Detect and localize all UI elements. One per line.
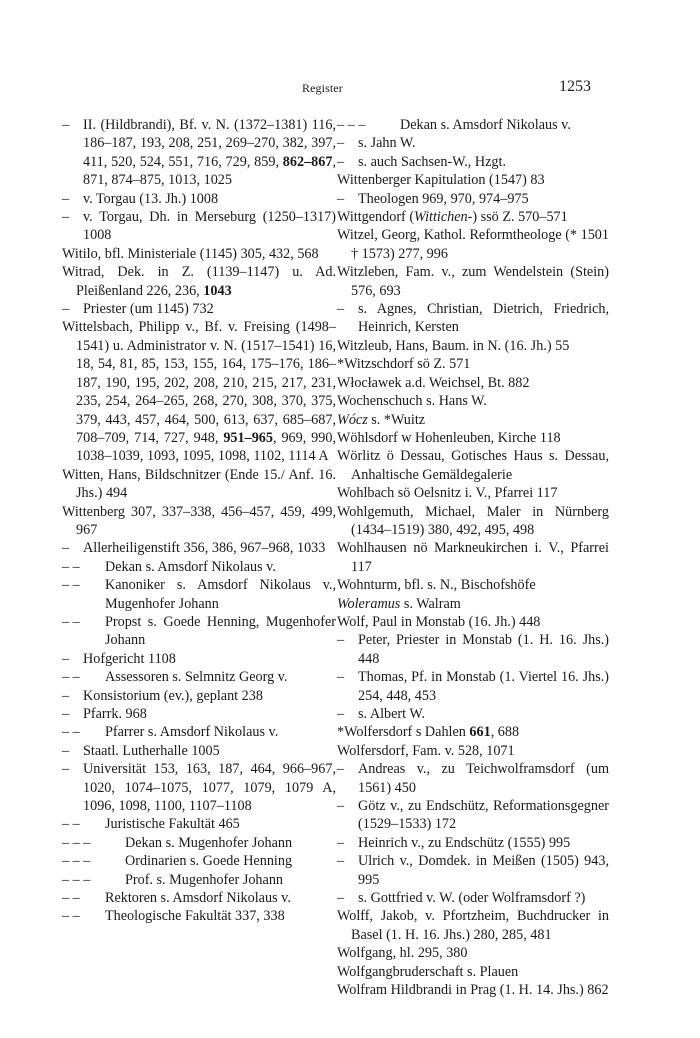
index-subentry [337,760,609,797]
subentry-dash-marker: – [337,761,345,778]
subentry-dash-marker: – – [62,558,80,575]
entry-text: s. Gottfried v. W. (oder Wolframsdorf ?) [358,890,586,907]
entry-text: Witzel, Georg, Kathol. Reformtheologe (* 1501 † 1573) 277, 996 [337,227,609,262]
index-entry [337,208,609,226]
entry-text: ) ssö Z. 570–571 [472,209,568,226]
entry-text: Witzleub, Hans, Baum. in N. (16. Jh.) 55 [337,337,570,354]
index-subentry [62,687,336,705]
subentry-dash-marker: – [62,650,70,667]
subentry-dash-marker: – – – [62,834,91,851]
entry-text: Wolfersdorf, Fam. v. 528, 1071 [337,742,515,759]
entry-text: Witten, Hans, Bildschnitzer (Ende 15./ Anf. 16. Jhs.) 494 [62,466,336,502]
italic-term: Wócz [337,411,368,428]
subentry-dash-marker: – [62,742,70,759]
entry-text: s. Walram [400,595,461,612]
entry-text: Heinrich v., zu Endschütz (1555) 995 [358,834,571,851]
index-subentry [62,558,336,576]
index-entry [337,263,609,300]
entry-text: Priester (um 1145) 732 [83,301,214,318]
subentry-dash-marker: – – – [62,853,91,870]
index-subentry [337,852,609,889]
index-entry [337,411,609,429]
subentry-dash-marker: – [337,798,345,815]
entry-text: s. auch Sachsen-W., Hzgt. [358,153,507,170]
index-entry [337,539,609,576]
subentry-dash-marker: – [62,301,70,318]
entry-text: v. Torgau, Dh. in Merseburg (1250–1317) 1008 [83,209,336,244]
index-subentry [337,153,609,171]
entry-text: Kanoniker s. Amsdorf Nikolaus v., Mugenhofer Johann [105,577,336,612]
entry-text: Staatl. Lutherhalle 1005 [83,742,220,759]
entry-text: Witilo, bfl. Ministeriale (1145) 305, 432, 568 [62,245,319,262]
subentry-dash-marker: – [337,669,345,686]
entry-text: Wohlbach sö Oelsnitz i. V., Pfarrei 117 [337,485,558,502]
subentry-dash-marker: – [337,853,345,870]
entry-text: Ordinarien s. Goede Henning [125,853,293,870]
entry-text: Pfarrer s. Amsdorf Nikolaus v. [105,724,279,741]
entry-text: *Witzschdorf sö Z. 571 [337,356,471,373]
index-subentry [337,190,609,208]
entry-text: Dekan s. Amsdorf Nikolaus v. [400,117,571,133]
index-entry [337,171,609,189]
bold-page-reference: 862–867 [282,153,333,170]
index-entry [337,907,609,944]
entry-text: Wöhlsdorf w Hohenleuben, Kirche 118 [337,429,561,446]
entry-text: Wittelsbach, Philipp v., Bf. v. Freising (1498–1541) u. Administrator v. N. (1517–1541) 16, 18, 54, 81, 85, 153, 155, 164, 175–176, 186–187, 190, 195, 202, 208, 210, 215, 217, 231, 235, 254, 264–265, 268, 270, 308, 370, 375, 379, 443, 457, 464, 500, 613, 637, 685–687, 708–709, 714, 727, 948, [62,319,336,446]
entry-text: Wohlhausen nö Markneukirchen i. V., Pfarrei 117 [337,540,609,575]
index-entry [337,613,609,631]
italic-term: Wittichen- [414,209,473,226]
subentry-dash-marker: – [62,761,70,778]
running-title: Register [302,81,343,95]
subentry-dash-marker: – [337,632,345,649]
subentry-dash-marker: – [62,540,70,557]
entry-text: Wittenberger Kapitulation (1547) 83 [337,172,545,189]
entry-text: Theologische Fakultät 337, 338 [105,908,285,925]
index-subentry [62,852,336,870]
index-entry [337,944,609,962]
subentry-dash-marker: – – [62,669,80,686]
entry-text: s. Agnes, Christian, Dietrich, Friedrich, Heinrich, Kersten [358,301,609,336]
entry-text: Wohnturm, bfl. s. N., Bischofshöfe [337,577,536,594]
subentry-dash-marker: – – [62,577,80,594]
index-subentry [62,889,336,907]
subentry-dash-marker: – – [62,613,80,630]
entry-text: Wochenschuch s. Hans W. [337,393,487,410]
index-entry [337,576,609,594]
index-entry [62,466,336,503]
index-entry [337,429,609,447]
entry-text: Theologen 969, 970, 974–975 [358,190,529,207]
index-subentry [62,907,336,925]
index-subentry [62,613,336,650]
entry-text: Konsistorium (ev.), geplant 238 [83,687,263,704]
entry-text: Götz v., zu Endschütz, Reformationsgegner (1529–1533) 172 [358,798,609,833]
index-subentry [62,668,336,686]
entry-text: s. Jahn W. [358,135,416,152]
index-entry [337,503,609,540]
subentry-dash-marker: – [337,135,345,152]
subentry-dash-marker: – – [62,908,80,925]
index-subentry [62,815,336,833]
entry-text: Propst s. Goede Henning, Mugenhofer Johann [105,613,336,649]
index-subentry [62,705,336,723]
entry-text: , 688 [490,724,520,741]
subentry-dash-marker: – [62,687,70,704]
entry-text: Witrad, Dek. in Z. (1139–1147) u. Ad. Pleißenland 226, 236, [62,264,336,299]
entry-text: , 969, 990, 1038–1039, 1093, 1095, 1098, 1102, 1114 A [76,429,337,465]
entry-text: Universität 153, 163, 187, 464, 966–967, 1020, 1074–1075, 1077, 1079, 1079 A, 1096, 1098, 1100, 1107–1108 [83,761,336,815]
bold-page-reference: 1043 [203,282,232,299]
index-entry [337,447,609,484]
index-entry [337,226,609,263]
index-subentry [337,300,609,337]
index-entry [62,263,336,300]
entry-text: Wörlitz ö Dessau, Gotisches Haus s. Dessau, Anhaltische Gemäldegalerie [337,448,609,483]
index-subentry [62,190,336,208]
page-number: 1253 [559,78,591,95]
entry-text: Wolfgangbruderschaft s. Plauen [337,963,519,980]
index-column-left [62,116,336,926]
entry-text: Witzleben, Fam. v., zum Wendelstein (Stein) 576, 693 [337,264,609,299]
index-subentry [337,668,609,705]
entry-text: s. *Wuitz [367,411,426,428]
index-subentry [62,300,336,318]
subentry-dash-marker: – [337,890,345,907]
entry-text: Andreas v., zu Teichwolframsdorf (um 1561) 450 [358,761,609,796]
entry-text: Dekan s. Mugenhofer Johann [125,834,293,851]
index-entry [62,318,336,465]
index-subentry [62,723,336,741]
running-head [0,78,700,98]
subentry-dash-marker: – – – [62,871,91,888]
subentry-dash-marker: – [337,190,345,207]
entry-text: Wittenberg 307, 337–338, 456–457, 459, 499, 967 [62,503,336,538]
entry-text: Allerheiligenstift 356, 386, 967–968, 1033 [83,540,326,557]
entry-text: *Wolfersdorf s Dahlen [337,724,470,741]
index-column-right [337,116,609,1000]
index-subentry [337,134,609,152]
subentry-dash-marker: – [62,209,70,226]
subentry-dash-marker: – – – [337,117,366,133]
subentry-dash-marker: – [337,301,345,318]
index-subentry [62,742,336,760]
index-entry [62,503,336,540]
entry-text: , 871, 874–875, 1013, 1025 [83,153,336,189]
entry-text: Pfarrk. 968 [83,706,147,722]
entry-text: Assessoren s. Selmnitz Georg v. [105,669,288,686]
index-subentry [62,650,336,668]
index-entry [337,595,609,613]
index-subentry [62,871,336,889]
index-entry [337,723,609,741]
entry-text: Wolfgang, hl. 295, 380 [337,945,468,962]
entry-text: II. (Hildbrandi), Bf. v. N. (1372–1381) 116, 186–187, 193, 208, 251, 269–270, 382, 397, 411, 520, 524, 551, 716, 729, 859, [83,117,336,170]
entry-text: Wittgendorf ( [337,209,415,226]
index-entry [337,374,609,392]
index-entry [337,392,609,410]
subentry-dash-marker: – – [62,890,80,907]
index-subentry [62,834,336,852]
entry-text: Wohlgemuth, Michael, Maler in Nürnberg (1434–1519) 380, 492, 495, 498 [337,503,609,538]
index-entry [62,245,336,263]
bold-page-reference: 951–965 [223,429,273,446]
subentry-dash-marker: – – [62,724,80,741]
entry-text: v. Torgau (13. Jh.) 1008 [83,190,219,207]
index-entry [337,963,609,981]
entry-text: Wolff, Jakob, v. Pfortzheim, Buchdrucker in Basel (1. H. 16. Jhs.) 280, 285, 481 [337,908,609,943]
index-entry [337,981,609,999]
subentry-dash-marker: – [62,706,70,722]
index-subentry [62,208,336,245]
subentry-dash-marker: – – [62,816,80,833]
index-subentry [62,116,336,190]
subentry-dash-marker: – [62,117,70,133]
index-subentry [337,889,609,907]
subentry-dash-marker: – [337,153,345,170]
entry-text: Ulrich v., Domdek. in Meißen (1505) 943, 995 [358,853,609,888]
index-entry [337,484,609,502]
bold-page-reference: 661 [469,724,491,741]
subentry-dash-marker: – [337,706,345,722]
entry-text: Dekan s. Amsdorf Nikolaus v. [105,558,276,575]
entry-text: Rektoren s. Amsdorf Nikolaus v. [105,890,291,907]
entry-text: Wolf, Paul in Monstab (16. Jh.) 448 [337,613,541,630]
entry-text: Wolfram Hildbrandi in Prag (1. H. 14. Jhs.) 862 [337,982,609,999]
index-subentry [337,116,609,134]
index-entry [337,742,609,760]
italic-term: Woleramus [337,595,401,612]
entry-text: Juristische Fakultät 465 [105,816,240,833]
entry-text: s. Albert W. [358,706,426,722]
index-subentry [337,834,609,852]
subentry-dash-marker: – [337,834,345,851]
index-entry [337,355,609,373]
index-subentry [337,797,609,834]
entry-text: Prof. s. Mugenhofer Johann [125,871,284,888]
index-subentry [337,705,609,723]
index-subentry [62,760,336,815]
entry-text: Hofgericht 1108 [83,650,176,667]
subentry-dash-marker: – [62,190,70,207]
index-subentry [62,576,336,613]
index-subentry [337,631,609,668]
entry-text: Thomas, Pf. in Monstab (1. Viertel 16. Jhs.) 254, 448, 453 [358,669,609,704]
index-subentry [62,539,336,557]
entry-text: Włocławek a.d. Weichsel, Bt. 882 [337,374,530,391]
entry-text: Peter, Priester in Monstab (1. H. 16. Jhs.) 448 [358,632,609,667]
index-entry [337,337,609,355]
